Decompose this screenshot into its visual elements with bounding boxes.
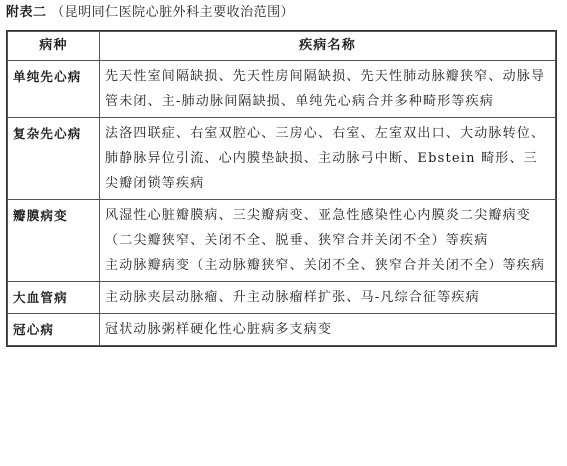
- table-caption: [6, 4, 294, 22]
- caption-label: 附表二: [6, 5, 47, 20]
- row-category: 冠心病: [8, 314, 100, 346]
- header-category: 病种: [8, 32, 100, 61]
- disease-text: 法洛四联症、右室双腔心、三房心、右室、左室双出口、大动脉转位、肺静脉异位引流、心内膜垫缺损、主动脉弓中断、Ebstein 畸形、三尖瓣闭锁等疾病: [105, 126, 546, 191]
- row-diseases: [100, 118, 556, 200]
- header-disease-name: 疾病名称: [100, 32, 556, 61]
- table-row: [8, 61, 556, 118]
- table-row: [8, 282, 556, 314]
- disease-text: 主动脉夹层动脉瘤、升主动脉瘤样扩张、马-凡综合征等疾病: [105, 290, 480, 305]
- caption-text: （昆明同仁医院心脏外科主要收治范围）: [51, 5, 295, 20]
- row-category: 瓣膜病变: [8, 200, 100, 282]
- disease-text: 风湿性心脏瓣膜病、三尖瓣病变、亚急性感染性心内膜炎二尖瓣病变（二尖瓣狭窄、关闭不全、脱垂、狭窄合并关闭不全）等疾病: [105, 208, 532, 248]
- disease-table-frame: [6, 30, 557, 347]
- table-row: [8, 200, 556, 282]
- row-diseases: [100, 314, 556, 346]
- row-category: 单纯先心病: [8, 61, 100, 118]
- disease-table: [7, 31, 556, 346]
- table-row: [8, 118, 556, 200]
- table-row: [8, 314, 556, 346]
- disease-text: 先天性室间隔缺损、先天性房间隔缺损、先天性肺动脉瓣狭窄、动脉导管未闭、主-肺动脉间隔缺损、单纯先心病合并多种畸形等疾病: [105, 69, 546, 109]
- disease-text: 主动脉瓣病变（主动脉瓣狭窄、关闭不全、狭窄合并关闭不全）等疾病: [105, 258, 546, 273]
- row-category: 复杂先心病: [8, 118, 100, 200]
- row-diseases: [100, 200, 556, 282]
- table-header-row: [8, 32, 556, 61]
- row-diseases: [100, 282, 556, 314]
- row-category: 大血管病: [8, 282, 100, 314]
- row-diseases: [100, 61, 556, 118]
- disease-text: 冠状动脉粥样硬化性心脏病多支病变: [105, 322, 333, 337]
